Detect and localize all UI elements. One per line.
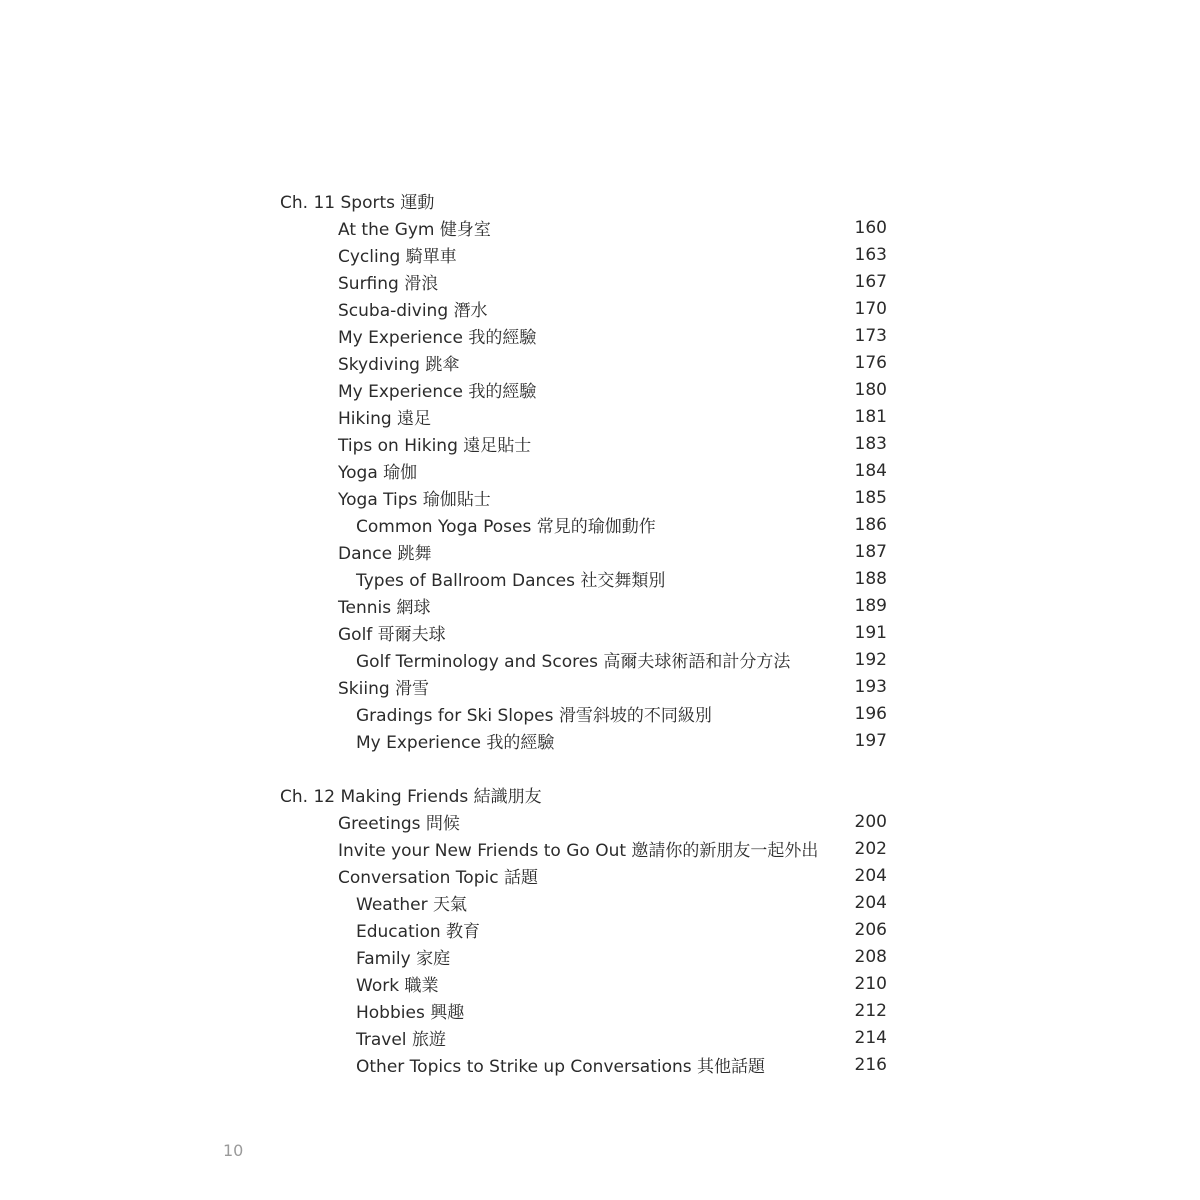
toc-entry-title: Common Yoga Poses 常見的瑜伽動作 bbox=[356, 517, 656, 537]
toc-entry bbox=[280, 835, 890, 862]
toc-entry-page: 208 bbox=[854, 946, 887, 967]
toc-entry-title: Gradings for Ski Slopes 滑雪斜坡的不同級別 bbox=[356, 706, 712, 726]
page-number: 10 bbox=[223, 1141, 244, 1160]
chapter-entries bbox=[280, 214, 890, 754]
toc-entry-page: 202 bbox=[854, 838, 887, 859]
toc-entry-page: 186 bbox=[854, 514, 887, 535]
toc-entry-page: 210 bbox=[854, 973, 887, 994]
toc-entry-title: Yoga 瑜伽 bbox=[338, 463, 418, 483]
toc-entry bbox=[280, 592, 890, 619]
toc-entry bbox=[280, 916, 890, 943]
toc-entry-title: My Experience 我的經驗 bbox=[338, 328, 537, 348]
toc-entry-page: 160 bbox=[854, 217, 887, 238]
toc-entry-title: Conversation Topic 話題 bbox=[338, 868, 538, 888]
toc-entry bbox=[280, 457, 890, 484]
toc-entry-title: Types of Ballroom Dances 社交舞類別 bbox=[356, 571, 666, 591]
toc-entry bbox=[280, 889, 890, 916]
toc-entry-page: 188 bbox=[854, 568, 887, 589]
toc-entry-page: 176 bbox=[854, 352, 887, 373]
toc-entry bbox=[280, 1024, 890, 1051]
toc-entry-page: 184 bbox=[854, 460, 887, 481]
chapter-title: Ch. 11 Sports 運動 bbox=[280, 193, 435, 213]
toc-entry-title: My Experience 我的經驗 bbox=[338, 382, 537, 402]
chapter-entries bbox=[280, 808, 890, 1078]
toc-entry-title: Dance 跳舞 bbox=[338, 544, 432, 564]
toc-entry-title: Golf Terminology and Scores 高爾夫球術語和計分方法 bbox=[356, 652, 791, 672]
chapter-heading bbox=[280, 781, 890, 808]
toc-entry-page: 206 bbox=[854, 919, 887, 940]
toc-entry bbox=[280, 700, 890, 727]
toc-entry-page: 204 bbox=[854, 892, 887, 913]
toc-entry-title: Work 職業 bbox=[356, 976, 439, 996]
toc-entry-page: 181 bbox=[854, 406, 887, 427]
toc-entry-title: Hiking 遠足 bbox=[338, 409, 432, 429]
toc-entry-title: Greetings 問候 bbox=[338, 814, 460, 834]
toc-entry bbox=[280, 970, 890, 997]
toc-entry-page: 212 bbox=[854, 1000, 887, 1021]
chapter-heading bbox=[280, 187, 890, 214]
toc-entry-page: 185 bbox=[854, 487, 887, 508]
toc-entry-page: 163 bbox=[854, 244, 887, 265]
toc-entry bbox=[280, 808, 890, 835]
toc-entry bbox=[280, 1051, 890, 1078]
toc-entry bbox=[280, 538, 890, 565]
toc-entry bbox=[280, 295, 890, 322]
toc-entry-title: My Experience 我的經驗 bbox=[356, 733, 555, 753]
toc-entry-page: 193 bbox=[854, 676, 887, 697]
toc-entry-title: Education 教育 bbox=[356, 922, 481, 942]
toc-entry-title: Skiing 滑雪 bbox=[338, 679, 430, 699]
toc-entry bbox=[280, 619, 890, 646]
toc-entry-title: Weather 天氣 bbox=[356, 895, 467, 915]
toc-entry-title: Invite your New Friends to Go Out 邀請你的新朋友一起外出 bbox=[338, 841, 819, 861]
toc-entry-title: Family 家庭 bbox=[356, 949, 451, 969]
toc-entry bbox=[280, 376, 890, 403]
toc-entry bbox=[280, 322, 890, 349]
toc-entry bbox=[280, 646, 890, 673]
toc-entry-page: 170 bbox=[854, 298, 887, 319]
toc-entry-page: 189 bbox=[854, 595, 887, 616]
toc-entry bbox=[280, 268, 890, 295]
toc-entry-page: 167 bbox=[854, 271, 887, 292]
toc-entry-title: Other Topics to Strike up Conversations 其他話題 bbox=[356, 1057, 766, 1077]
toc-entry-page: 196 bbox=[854, 703, 887, 724]
toc-entry bbox=[280, 943, 890, 970]
toc-entry-title: Tennis 網球 bbox=[338, 598, 431, 618]
toc-entry-page: 200 bbox=[854, 811, 887, 832]
toc-entry-title: Surfing 滑浪 bbox=[338, 274, 439, 294]
toc-entry-title: Cycling 騎單車 bbox=[338, 247, 457, 267]
toc-entry bbox=[280, 349, 890, 376]
toc-entry bbox=[280, 997, 890, 1024]
toc-entry bbox=[280, 862, 890, 889]
toc-entry bbox=[280, 727, 890, 754]
toc-entry-title: Scuba-diving 潛水 bbox=[338, 301, 488, 321]
toc-entry bbox=[280, 565, 890, 592]
toc-entry-page: 180 bbox=[854, 379, 887, 400]
toc-entry bbox=[280, 484, 890, 511]
toc-entry-page: 187 bbox=[854, 541, 887, 562]
toc-entry bbox=[280, 673, 890, 700]
toc-entry-page: 204 bbox=[854, 865, 887, 886]
toc-entry-title: Hobbies 興趣 bbox=[356, 1003, 465, 1023]
toc-entry-title: Tips on Hiking 遠足貼士 bbox=[338, 436, 532, 456]
toc-entry-page: 192 bbox=[854, 649, 887, 670]
toc-entry bbox=[280, 511, 890, 538]
toc-entry-page: 197 bbox=[854, 730, 887, 751]
toc-entry bbox=[280, 241, 890, 268]
toc-entry bbox=[280, 430, 890, 457]
table-of-contents bbox=[280, 187, 890, 1078]
chapter-11 bbox=[280, 187, 890, 754]
toc-entry-page: 183 bbox=[854, 433, 887, 454]
toc-entry-title: At the Gym 健身室 bbox=[338, 220, 491, 240]
toc-entry bbox=[280, 214, 890, 241]
toc-entry-page: 173 bbox=[854, 325, 887, 346]
toc-entry-title: Golf 哥爾夫球 bbox=[338, 625, 446, 645]
toc-entry-title: Yoga Tips 瑜伽貼士 bbox=[338, 490, 491, 510]
toc-entry-page: 214 bbox=[854, 1027, 887, 1048]
toc-entry-title: Travel 旅遊 bbox=[356, 1030, 446, 1050]
toc-entry-title: Skydiving 跳傘 bbox=[338, 355, 460, 375]
chapter-title: Ch. 12 Making Friends 結識朋友 bbox=[280, 787, 542, 807]
toc-entry-page: 216 bbox=[854, 1054, 887, 1075]
toc-entry-page: 191 bbox=[854, 622, 887, 643]
chapter-12 bbox=[280, 781, 890, 1078]
toc-entry bbox=[280, 403, 890, 430]
